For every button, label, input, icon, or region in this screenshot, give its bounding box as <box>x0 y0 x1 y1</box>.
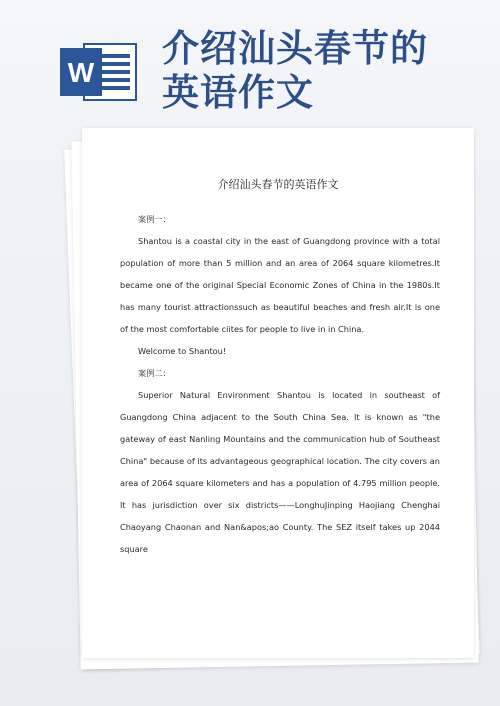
word-document-icon <box>60 40 138 102</box>
word-icon-letter: W <box>67 57 95 88</box>
case-one-label: 案例一： <box>138 214 171 224</box>
welcome-line: Welcome to Shantou! <box>138 346 227 356</box>
case-two-paragraph: Superior Natural Environment Shantou is located in southeast of Guangdong China adjacent to the South China Sea. It is known as "the gateway of east Nanling Mountains and the communication hub of Southeast China" because of its advantageous geographical location. The city covers an area of 2064 square kilometers and has a population of 4.795 million people. It has jurisdiction over six districts——LonghuJinping Haojiang Chenghai Chaoyang Chaonan and Nan&apos;ao County. The SEZ itself takes up 2044 square <box>120 390 440 554</box>
document-page <box>82 128 474 658</box>
document-title: 介绍汕头春节的英语作文 <box>217 178 339 191</box>
page-headline: 介绍汕头春节的英语作文 <box>162 26 428 114</box>
case-two-label: 案例二： <box>138 368 171 378</box>
document-body <box>120 208 440 560</box>
case-one-paragraph: Shantou is a coastal city in the east of Guangdong province with a total population of more than 5 million and an area of 2064 square kilometres.It became one of the original Special Economic Zones of China in the 1980s.It has many tourist attractionssuch as beautiful beaches and fresh air.It is one of the most comfortable ciites for people to live in in China. <box>120 236 440 334</box>
